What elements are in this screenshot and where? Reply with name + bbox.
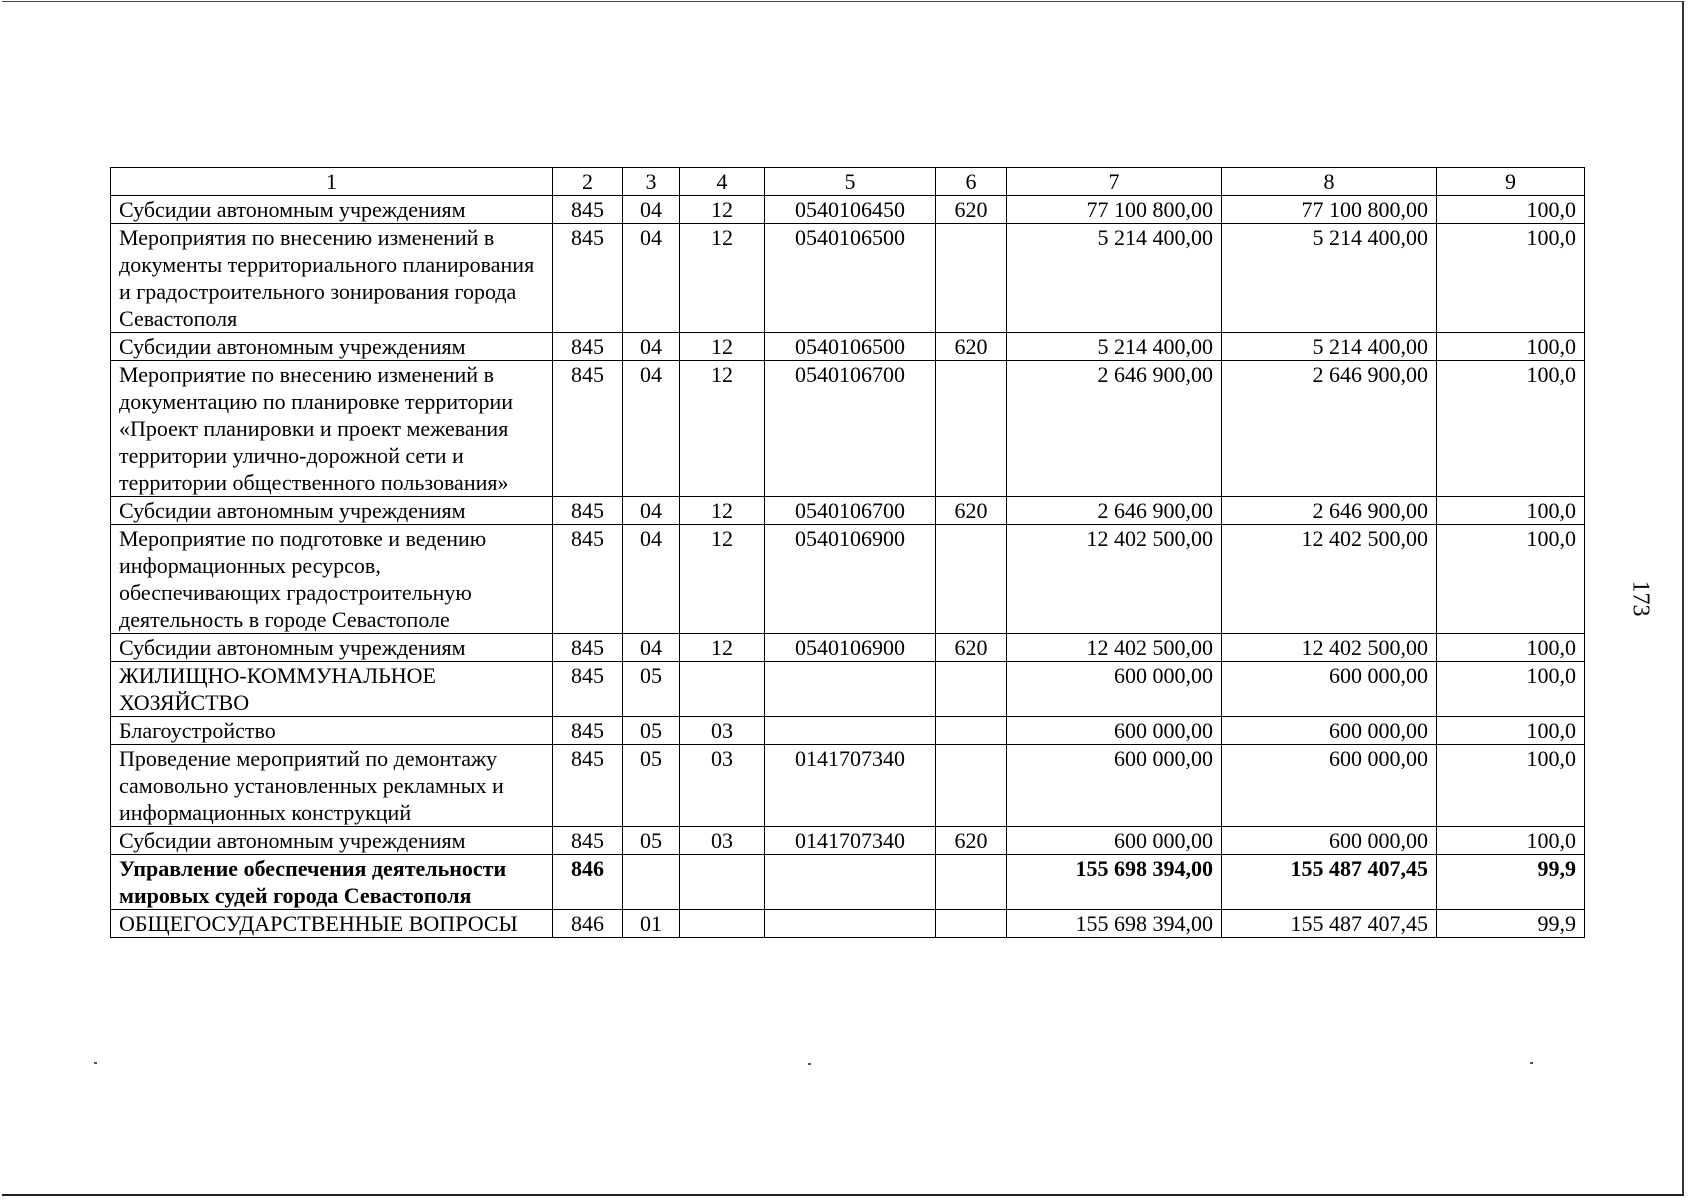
row-value-cell: 600 000,00 [1007,745,1222,827]
row-value-cell: 0141707340 [765,745,936,827]
row-value-cell [680,662,765,717]
row-value-cell: 12 402 500,00 [1222,525,1437,634]
row-value-cell [680,910,765,938]
row-value-cell: 03 [680,827,765,855]
row-value-cell: 620 [936,333,1007,361]
row-name-cell: Субсидии автономным учреждениям [111,497,553,525]
row-value-cell [623,855,680,910]
row-value-cell: 100,0 [1437,224,1585,333]
table-row [111,497,1585,525]
row-value-cell [936,361,1007,497]
table-body [111,168,1585,938]
table-row [111,855,1585,910]
row-value-cell: 03 [680,717,765,745]
row-value-cell: 100,0 [1437,717,1585,745]
row-name-cell: ОБЩЕГОСУДАРСТВЕННЫЕ ВОПРОСЫ [111,910,553,938]
row-value-cell [936,745,1007,827]
header-cell: 3 [623,168,680,196]
row-name-cell: Субсидии автономным учреждениям [111,196,553,224]
row-value-cell: 600 000,00 [1007,662,1222,717]
row-value-cell [936,855,1007,910]
scan-speck [94,1062,97,1064]
row-value-cell [765,717,936,745]
row-value-cell: 12 [680,497,765,525]
row-value-cell: 99,9 [1437,910,1585,938]
row-name-cell: Субсидии автономным учреждениям [111,827,553,855]
row-value-cell: 600 000,00 [1007,717,1222,745]
row-value-cell: 846 [553,855,623,910]
row-value-cell: 04 [623,497,680,525]
row-value-cell: 12 [680,196,765,224]
header-cell: 4 [680,168,765,196]
row-value-cell [936,662,1007,717]
row-value-cell: 620 [936,634,1007,662]
row-name-cell: Мероприятия по внесению изменений в документы территориального планирования и градостроительного зонирования города Севастополя [111,224,553,333]
row-value-cell: 0540106900 [765,525,936,634]
row-value-cell [936,717,1007,745]
row-value-cell: 05 [623,662,680,717]
row-value-cell: 600 000,00 [1222,717,1437,745]
row-value-cell: 0540106900 [765,634,936,662]
row-value-cell: 04 [623,196,680,224]
row-value-cell: 12 [680,361,765,497]
header-cell: 6 [936,168,1007,196]
header-cell: 8 [1222,168,1437,196]
row-name-cell: Субсидии автономным учреждениям [111,333,553,361]
row-value-cell [936,224,1007,333]
row-value-cell: 620 [936,827,1007,855]
row-value-cell: 100,0 [1437,634,1585,662]
header-cell: 2 [553,168,623,196]
table-row [111,634,1585,662]
table-row [111,361,1585,497]
row-value-cell: 600 000,00 [1222,827,1437,855]
row-value-cell: 03 [680,745,765,827]
row-value-cell: 5 214 400,00 [1007,333,1222,361]
row-value-cell: 100,0 [1437,525,1585,634]
budget-table [110,167,1585,938]
row-value-cell: 100,0 [1437,662,1585,717]
row-value-cell: 155 487 407,45 [1222,910,1437,938]
row-value-cell: 600 000,00 [1007,827,1222,855]
row-value-cell: 04 [623,634,680,662]
row-value-cell: 05 [623,827,680,855]
row-value-cell: 04 [623,361,680,497]
row-value-cell: 100,0 [1437,196,1585,224]
row-value-cell: 04 [623,333,680,361]
row-name-cell: Мероприятие по подготовке и ведению информационных ресурсов, обеспечивающих градостроительную деятельность в городе Севастополе [111,525,553,634]
row-value-cell [765,910,936,938]
row-name-cell: Проведение мероприятий по демонтажу самовольно установленных рекламных и информационных конструкций [111,745,553,827]
row-value-cell: 620 [936,497,1007,525]
row-value-cell: 845 [553,717,623,745]
row-value-cell: 100,0 [1437,745,1585,827]
table-header-row [111,168,1585,196]
scan-speck [808,1063,811,1065]
row-value-cell: 620 [936,196,1007,224]
row-value-cell: 05 [623,717,680,745]
row-value-cell: 845 [553,662,623,717]
row-value-cell: 0540106700 [765,497,936,525]
header-cell: 7 [1007,168,1222,196]
row-name-cell: Субсидии автономным учреждениям [111,634,553,662]
row-value-cell: 2 646 900,00 [1007,361,1222,497]
page-number: 173 [1627,580,1654,617]
row-name-cell: Мероприятие по внесению изменений в документацию по планировке территории «Проект планировки и проект межевания территории улично-дорожной сети и территории общественного пользования» [111,361,553,497]
scan-speck [1530,1062,1533,1064]
row-value-cell: 12 [680,634,765,662]
row-name-cell: Управление обеспечения деятельности мировых судей города Севастополя [111,855,553,910]
table-row [111,525,1585,634]
table-row [111,827,1585,855]
row-value-cell: 77 100 800,00 [1222,196,1437,224]
row-value-cell: 155 698 394,00 [1007,855,1222,910]
row-value-cell: 100,0 [1437,361,1585,497]
row-value-cell: 05 [623,745,680,827]
row-value-cell: 2 646 900,00 [1007,497,1222,525]
row-value-cell: 0540106700 [765,361,936,497]
row-value-cell: 845 [553,745,623,827]
row-value-cell: 0540106500 [765,224,936,333]
header-cell: 9 [1437,168,1585,196]
row-value-cell: 0141707340 [765,827,936,855]
row-value-cell: 01 [623,910,680,938]
row-value-cell: 0540106500 [765,333,936,361]
row-value-cell: 845 [553,497,623,525]
row-name-cell: ЖИЛИЩНО-КОММУНАЛЬНОЕ ХОЗЯЙСТВО [111,662,553,717]
row-value-cell: 2 646 900,00 [1222,497,1437,525]
row-value-cell: 5 214 400,00 [1007,224,1222,333]
row-value-cell: 12 402 500,00 [1007,525,1222,634]
table-row [111,910,1585,938]
row-value-cell: 99,9 [1437,855,1585,910]
row-value-cell: 04 [623,525,680,634]
row-value-cell: 846 [553,910,623,938]
row-value-cell: 845 [553,827,623,855]
row-value-cell: 100,0 [1437,497,1585,525]
table-row [111,196,1585,224]
row-name-cell: Благоустройство [111,717,553,745]
row-value-cell [680,855,765,910]
row-value-cell: 845 [553,196,623,224]
row-value-cell: 12 [680,224,765,333]
row-value-cell: 845 [553,361,623,497]
row-value-cell: 04 [623,224,680,333]
row-value-cell: 100,0 [1437,827,1585,855]
header-cell: 1 [111,168,553,196]
row-value-cell: 77 100 800,00 [1007,196,1222,224]
table-row [111,333,1585,361]
row-value-cell: 845 [553,224,623,333]
row-value-cell: 12 402 500,00 [1222,634,1437,662]
row-value-cell: 845 [553,634,623,662]
header-cell: 5 [765,168,936,196]
row-value-cell [936,525,1007,634]
row-value-cell: 5 214 400,00 [1222,224,1437,333]
row-value-cell: 845 [553,333,623,361]
row-value-cell: 12 [680,333,765,361]
row-value-cell: 600 000,00 [1222,662,1437,717]
row-value-cell: 155 487 407,45 [1222,855,1437,910]
table-row [111,745,1585,827]
table-row [111,224,1585,333]
row-value-cell [765,855,936,910]
row-value-cell: 100,0 [1437,333,1585,361]
row-value-cell: 5 214 400,00 [1222,333,1437,361]
row-value-cell: 155 698 394,00 [1007,910,1222,938]
row-value-cell: 12 402 500,00 [1007,634,1222,662]
row-value-cell: 600 000,00 [1222,745,1437,827]
row-value-cell [936,910,1007,938]
row-value-cell: 12 [680,525,765,634]
table-row [111,662,1585,717]
row-value-cell [765,662,936,717]
row-value-cell: 0540106450 [765,196,936,224]
row-value-cell: 2 646 900,00 [1222,361,1437,497]
table-row [111,717,1585,745]
row-value-cell: 845 [553,525,623,634]
